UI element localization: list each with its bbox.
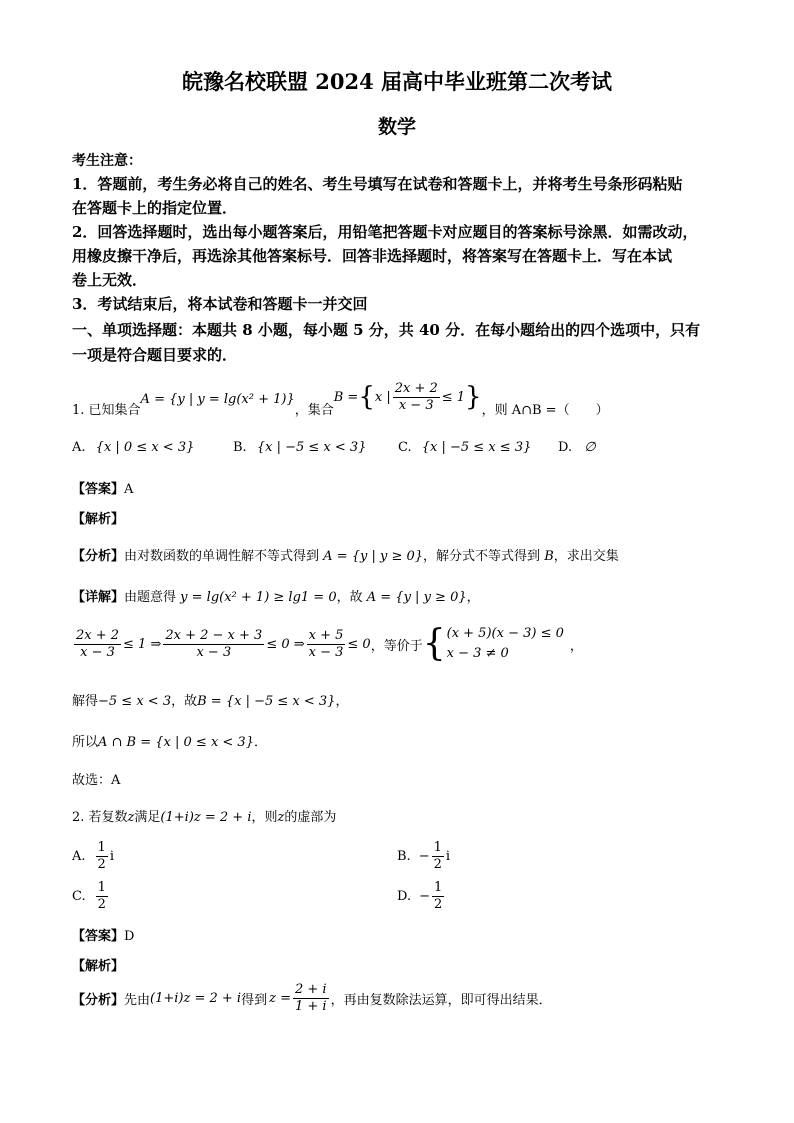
fraction-denominator: 1 + i [294,998,327,1014]
conclusion-text: ． [253,735,267,750]
subject-title: 数学 [377,116,416,138]
fraction-numerator: x + 5 [308,628,344,644]
q2-math: z [127,810,135,825]
q1-set-b-num: 2x + 2 [394,380,438,396]
fraction-numerator: 1 [433,840,442,855]
option-text: i [445,848,451,864]
fenxi-tag: 【分析】 [72,992,125,1008]
fenxi-math: B [544,549,554,564]
chain-fraction-2 [163,628,264,660]
solve-math: B = {x | −5 ≤ x < 3} [197,694,336,709]
solve-math: −5 ≤ x < 3 [98,694,172,709]
q2-text: 满足 [134,810,161,825]
q2-stem [72,806,336,825]
q1-option-a [72,440,194,455]
fraction-denominator: 2 [434,896,443,912]
option-text: ∅ [584,440,596,455]
chain-text: ， [569,638,583,654]
q2-analysis-tag: 【解析】 [72,959,125,974]
option-label: D. [397,888,412,904]
fraction-numerator: 1 [434,880,443,895]
option-text: {x | −5 ≤ x < 3} [256,440,367,455]
fenxi-text: ，解分式不等式得到 [423,549,541,564]
option-fraction [96,840,108,872]
option-fraction [432,880,444,912]
q1-set-b [334,381,482,413]
q1-option-d [558,440,596,455]
fenxi-math: A = {y | y ≥ 0} [323,549,424,564]
conclusion-text: 所以 [72,735,99,750]
detail-tag: 【详解】 [72,590,125,605]
exam-title: 皖豫名校联盟 2024 届高中毕业班第二次考试 [181,69,613,94]
option-label: B. [233,440,247,455]
answer-value: A [124,482,134,497]
answer-value: D [124,929,135,944]
q1-set-b-head: B = [333,389,359,405]
notice-item-2-line-2: 用橡皮擦干净后，再选涂其他答案标号．回答非选择题时，将答案写在答题卡上．写在本试 [72,247,673,265]
notice-item-1-line-1: 1．答题前，考生务必将自己的姓名、考生号填写在试卷和答题卡上，并将考生号条形码粘贴 [72,175,683,193]
q1-set-b-fraction [393,381,440,413]
detail-math: y = lg(x² + 1) ≥ lg1 = 0 [180,590,337,605]
option-label: D. [558,440,573,455]
fraction-numerator: 2 + i [294,982,327,997]
q1-answer [72,478,133,497]
chain-fraction-1 [74,628,121,660]
fenxi-text: ，求出交集 [553,549,619,564]
q1-mid: ，集合 [294,402,334,418]
inequality-system [447,624,564,664]
chain-step: ≤ 0 ⇒ [266,636,305,652]
option-sign: − [418,848,430,864]
q1-suffix: ，则 A∩B =（ ） [481,402,609,418]
q2-math: (1+i)z = 2 + i [160,810,252,825]
q2-option-a [72,840,114,872]
notice-item-1-line-2: 在答题卡上的指定位置． [72,199,238,217]
option-label: C. [72,888,86,904]
chain-fraction-3 [307,628,346,660]
fraction-denominator: 2 [97,896,106,912]
chain-step: ≤ 0 [347,636,371,652]
option-label: A. [72,440,86,455]
fenxi-text: 得到 [241,992,268,1008]
option-label: C. [398,440,412,455]
fenxi-text: 先由 [124,992,151,1008]
chain-step: ≤ 1 ⇒ [123,636,162,652]
detail-text: 由题意得 [124,590,177,605]
fraction-denominator: x − 3 [196,644,232,660]
q2-option-c [72,880,110,912]
fraction-denominator: x − 3 [80,644,115,660]
left-brace-glyph: { [358,382,375,412]
notice-item-2-line-1: 2．回答选择题时，选出每小题答案后，用铅笔把答题卡对应题目的答案标号涂黑．如需改动， [72,223,698,241]
answer-tag: 【答案】 [72,482,125,497]
solve-text: ， [335,694,349,709]
q1-set-b-left: x | [374,389,391,405]
fenxi-text: ，再由复数除法运算，即可得出结果． [330,992,552,1008]
q1-conclusion [72,731,267,750]
right-brace-glyph: } [465,382,482,412]
section-heading-line-1: 一、单项选择题：本题共 8 小题，每小题 5 分，共 40 分．在每小题给出的四个选项中，只有 [72,321,701,339]
q2-answer [72,925,134,944]
notice-item-3: 3．考试结束后，将本试卷和答题卡一并交回 [72,295,368,313]
q1-set-a: A = {y | y = lg(x² + 1)} [140,391,295,407]
fraction-numerator: 2x + 2 [76,628,120,644]
option-label: A. [72,848,86,864]
option-fraction [96,880,108,912]
q1-derivation-chain [72,624,583,664]
fenxi-text: 由对数函数的单调性解不等式得到 [124,549,320,564]
fraction-denominator: x − 3 [308,644,344,660]
notice-heading: 考生注意： [72,153,142,169]
q2-option-d [397,880,446,912]
q1-option-c [398,440,531,455]
q1-set-b-tail: ≤ 1 [441,389,466,405]
q1-option-b [233,440,366,455]
q2-text: 2. 若复数 [72,810,128,825]
fraction-numerator: 2x + 2 − x + 3 [165,628,263,644]
q1-fenxi [72,545,619,564]
solve-text: 解得 [72,694,99,709]
fraction-numerator: 1 [97,840,106,855]
chain-text: ，等价于 [370,638,423,654]
q1-prefix: 1. 已知集合 [72,402,141,418]
q2-text: 的虚部为 [284,810,337,825]
q1-stem [72,378,609,424]
notice-item-2-line-3: 卷上无效． [72,271,148,289]
option-label: B. [397,848,411,864]
fraction-numerator: 1 [97,880,106,895]
option-sign: − [419,888,430,904]
option-fraction [432,840,444,872]
q1-solve-line [72,690,348,709]
q1-detail-line-1 [72,586,480,605]
option-text: {x | −5 ≤ x ≤ 3} [421,440,532,455]
system-line: x − 3 ≠ 0 [446,646,509,662]
solve-text: ，故 [171,694,198,709]
fraction-denominator: 2 [433,856,442,872]
detail-text: ，故 [336,590,363,605]
q1-set-b-den: x − 3 [398,397,434,413]
system-line: (x + 5)(x − 3) ≤ 0 [446,626,564,641]
fraction-denominator: 2 [97,856,106,872]
option-text: i [109,848,114,864]
q1-analysis-tag: 【解析】 [72,512,125,527]
q2-math: z [277,810,285,825]
detail-math: A = {y | y ≥ 0} [366,590,467,605]
q2-option-b [397,840,450,872]
system-brace-glyph: { [422,623,446,665]
option-text: {x | 0 ≤ x < 3} [95,440,195,455]
fenxi-tag: 【分析】 [72,549,125,564]
fenxi-math: (1+i)z = 2 + i [150,990,242,1006]
section-heading-line-2: 一项是符合题目要求的． [72,346,238,364]
conclusion-math: A ∩ B = {x | 0 ≤ x < 3} [98,735,254,750]
detail-text: ， [466,590,480,605]
fenxi-fraction [293,982,329,1014]
q2-text: ，则 [251,810,278,825]
q2-fenxi [72,982,552,1014]
q1-choose: 故选：A [72,773,121,788]
fenxi-math: z = [269,990,291,1006]
answer-tag: 【答案】 [72,929,125,944]
